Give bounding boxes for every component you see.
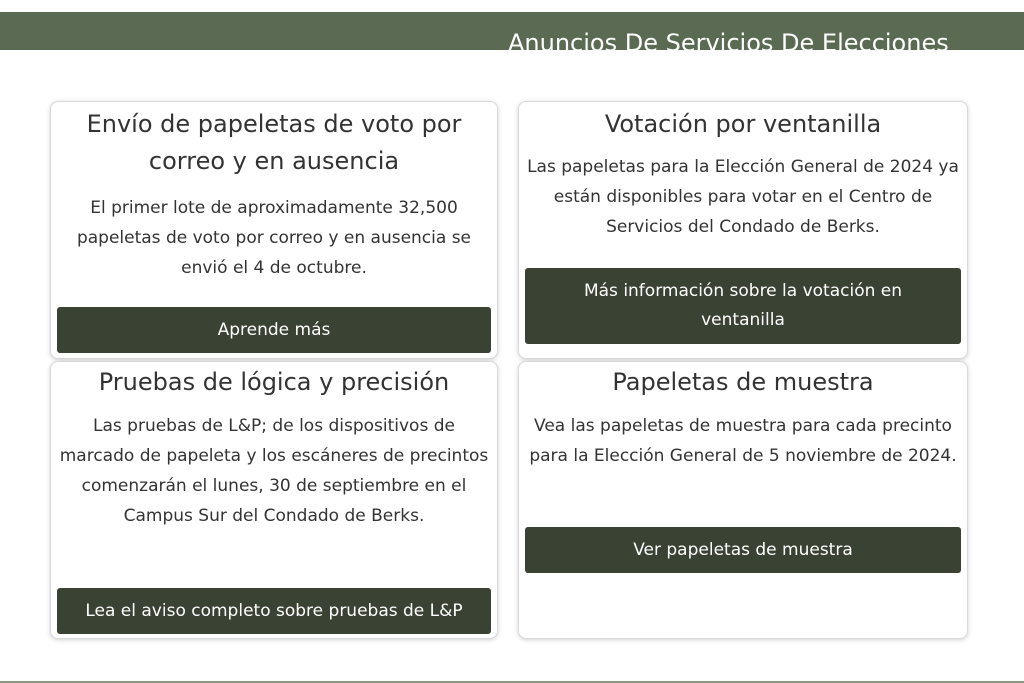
card-description: Las pruebas de L&P; de los dispositivos de marcado de papeleta y los escáneres de precintos comenzarán el lunes, 30 de septiembre en el Campus Sur del Condado de Berks. (59, 416, 489, 526)
card-description: Vea las papeletas de muestra para cada precinto para la Elección General de 5 noviembre de 2024. (529, 416, 957, 466)
card-sample-ballots (518, 361, 968, 639)
learn-more-button[interactable]: Aprende más (57, 307, 491, 353)
card-description: Las papeletas para la Elección General de 2024 ya están disponibles para votar en el Centro de Servicios del Condado de Berks. (527, 157, 959, 237)
card-title: Pruebas de lógica y precisión (98, 368, 450, 396)
card-over-the-counter-voting (518, 101, 968, 359)
more-info-counter-voting-button[interactable]: Más información sobre la votación en ventanilla (525, 268, 961, 344)
card-title: Papeletas de muestra (612, 368, 874, 396)
section-title: Anuncios De Servicios De Elecciones (508, 29, 949, 57)
top-strip (0, 0, 1024, 12)
read-full-notice-button[interactable]: Lea el aviso completo sobre pruebas de L&P (57, 588, 491, 634)
card-mail-ballots (50, 101, 498, 359)
card-logic-accuracy-testing (50, 361, 498, 639)
card-description: El primer lote de aproximadamente 32,500 papeletas de voto por correo y en ausencia se envió el 4 de octubre. (76, 198, 472, 278)
card-title: Votación por ventanilla (604, 110, 882, 138)
view-sample-ballots-button[interactable]: Ver papeletas de muestra (525, 527, 961, 573)
card-title: Envío de papeletas de voto por correo y en ausencia (86, 110, 462, 175)
section-header-bar (0, 12, 1024, 57)
